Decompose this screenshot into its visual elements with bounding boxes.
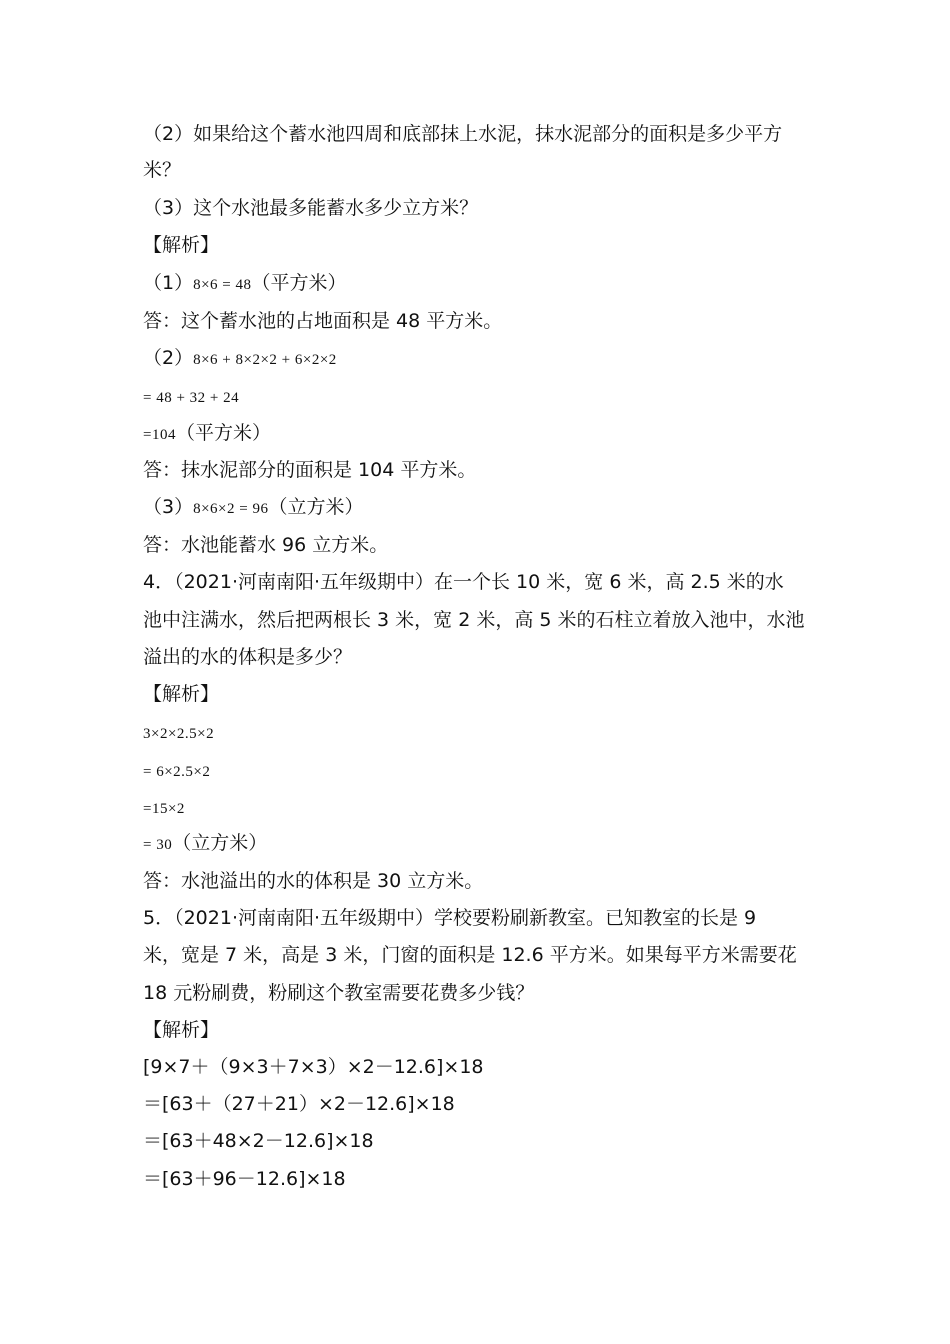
sol5-step2: ＝[63＋（27＋21）×2－12.6]×18	[143, 1093, 455, 1115]
analysis-heading-5: 【解析】	[143, 1019, 220, 1041]
solution-3-2	[143, 346, 337, 372]
analysis-heading-3: 【解析】	[143, 234, 220, 256]
analysis-heading-4: 【解析】	[143, 683, 220, 705]
q3-part3: （3）这个水池最多能蓄水多少立方米？	[143, 197, 479, 219]
sol4-math1: 3×2×2.5×2	[143, 726, 215, 742]
sol4-unit: （立方米）	[172, 832, 268, 854]
sol3-3-math: 8×6×2 = 96	[193, 501, 269, 517]
q4-line3: 溢出的水的体积是多少？	[143, 646, 353, 668]
ans3-1: 答：这个蓄水池的占地面积是 48 平方米。	[143, 310, 503, 332]
sol3-1-label: （1）	[143, 272, 194, 294]
ans4: 答：水池溢出的水的体积是 30 立方米。	[143, 870, 484, 892]
sol5-step1: [9×7＋（9×3＋7×3）×2－12.6]×18	[143, 1056, 484, 1078]
sol3-2-step2: =104	[143, 427, 176, 443]
solution-3-1	[143, 271, 347, 297]
sol3-1-math: 8×6 = 48	[193, 277, 252, 293]
sol3-2-label: （2）	[143, 347, 194, 369]
sol3-1-unit: （平方米）	[251, 272, 347, 294]
ans3-2: 答：抹水泥部分的面积是 104 平方米。	[143, 459, 477, 481]
q5-line2: 米，宽是 7 米，高是 3 米，门窗的面积是 12.6 平方米。如果每平方米需要花	[143, 944, 797, 966]
solution-3-2-result	[143, 421, 271, 447]
q4-line1: 4．（2021·河南南阳·五年级期中）在一个长 10 米，宽 6 米，高 2.5 米的水	[143, 571, 784, 593]
sol4-math4: = 30	[143, 837, 173, 853]
sol4-math3: =15×2	[143, 801, 185, 817]
sol3-3-unit: （立方米）	[268, 496, 364, 518]
q5-line3: 18 元粉刷费，粉刷这个教室需要花费多少钱？	[143, 982, 535, 1004]
sol5-step4: ＝[63＋96－12.6]×18	[143, 1168, 346, 1190]
q3-part2-line1: （2）如果给这个蓄水池四周和底部抹上水泥，抹水泥部分的面积是多少平方	[143, 123, 783, 145]
sol3-2-math: 8×6 + 8×2×2 + 6×2×2	[193, 352, 337, 368]
sol3-3-label: （3）	[143, 496, 194, 518]
sol3-2-unit: （平方米）	[175, 422, 271, 444]
sol5-step3: ＝[63＋48×2－12.6]×18	[143, 1130, 374, 1152]
solution-4-result	[143, 831, 267, 857]
q5-line1: 5．（2021·河南南阳·五年级期中）学校要粉刷新教室。已知教室的长是 9	[143, 907, 757, 929]
q3-part2-line2: 米？	[143, 159, 182, 181]
sol4-math2: = 6×2.5×2	[143, 764, 211, 780]
q4-line2: 池中注满水，然后把两根长 3 米，宽 2 米，高 5 米的石柱立着放入池中，水池	[143, 609, 805, 631]
solution-3-3	[143, 495, 364, 521]
ans3-3: 答：水池能蓄水 96 立方米。	[143, 534, 389, 556]
sol3-2-step1: = 48 + 32 + 24	[143, 390, 240, 406]
